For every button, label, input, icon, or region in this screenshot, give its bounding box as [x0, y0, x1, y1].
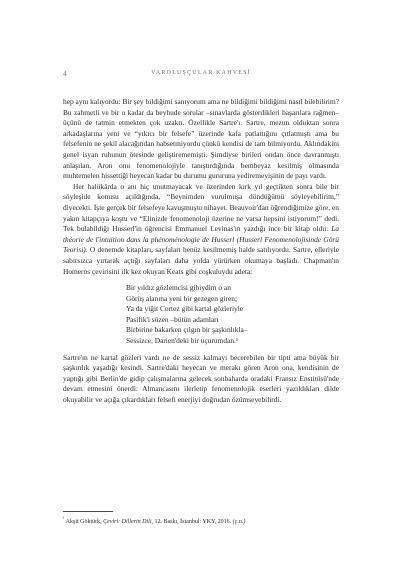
paragraph — [63, 182, 339, 277]
footnote-note: (ç.n.) — [232, 519, 246, 525]
poem-line: Ya da yiğit Cortez gibi kartal gözleriyle — [126, 304, 244, 314]
page-header — [63, 70, 339, 82]
paragraph: hep aynı kalıyordu: Bir şey bildiğimi sanıyorum ama ne bildiğimi bildiğimi nasıl bilebilirim? Bu zahmetli ve bir o kadar da beyhude sorular –sınavlarda gösterdikleri başarılara rağmen– üçünü de tatmin etmekten çok uzaktı. Özellikle Sartre'ı. Sartre, mezun olduktan sonra arkadaşlarına yeni ve “yıkıcı bir felsefe” üzerinde kafa patlattığını çıtlatmıştı ama bu felsefenin ne şekil alacağından habsetmiyordu çünkü kendisi de tam bilmiyordu. Aklındakini genel isyan ruhunun ötesinde geliştirememişti. Şimdiyse birileri ondan önce davranmıştı anlaşılan. Aron onu fenomenolojiyle tanıştırdığında bembeyaz kesilmiş olmasında muhtemelen hissettiği heyecan kadar bu durumu gururuna yediremeyişinin de payı vardı. — [63, 97, 339, 181]
page-body — [63, 97, 339, 406]
footnote — [63, 511, 339, 526]
poem-line: Pasifik'i süzen –bütün adamları — [126, 314, 219, 324]
poem-line: Birbirine bakarken çılgın bir şaşkınlıkla– — [126, 325, 248, 335]
footnote-text — [63, 516, 339, 526]
running-title: VAROLUŞÇULAR KAHVESİ — [151, 70, 251, 76]
paragraph: Sartre'ın ne kartal gözleri vardı ne de sessiz kalmayı becerebilen bir tipti ama büyük bir şaşkınlık yaşadığı kesindi. Sartre'daki heyecan ve merakı gören Aron ona, kendisinin de yaptığı gibi Berlin'de gidip çalışmalarına gelecek sonbaharda oradaki Fransız Enstitüsü'nde devam etmesini önerdi: Almancasını ilerletip fenomenolojik eserleri yazıldıkları dilde okuyabilir ve açığa çıkardıkları felsefi enerjiyi doğrudan özümseyebilirdi. — [63, 352, 339, 405]
footnote-author: Akşit Göktürk, — [65, 519, 104, 525]
paragraph-text-tail: . O denemde kitapları, sayfaları henüz kesilmemiş halde satılıyordu. Sartre, elleriyle sabırsızca yırtarak açtığı sayfaları daha yolda yürürken okumaya başladı. Chapman'ın Homeros çevirisini ilk kez okuyan Keats gibi coşkuluydu adeta: — [63, 245, 339, 276]
footnote-rule — [63, 511, 113, 512]
poem-line: Bir yıldız gözlemcisi gibiydim o an — [126, 283, 231, 293]
footnote-marker: ¹ — [63, 517, 65, 522]
page-number: 4 — [63, 70, 67, 78]
poem-line: Sessizce, Darien'deki bir uçurumdan.¹ — [126, 336, 239, 346]
footnote-publication: , 12. Baskı, İstanbul: YKY, 2016. — [151, 519, 233, 525]
paragraph-text: Her halükârda o anı hiç unutmayacak ve üzerinden kırk yıl geçtikten sonra bile bir söyleşide konusu açıldığında, “Beynimden vurulmuşa döndüğümü söyleyebilirim,” diyecekti. İşte gerçek bir felsefeye kavuşmuştu nihayet. Beauvoir'dan öğrendiğimize göre, en yakın kitapçıya koştu ve “Elinizde fenomenoloji üzerine ne varsa hepsini istiyorum!” dedi. Tek bulabildiği Husserl'in öğrencisi Emmanuel Levinas'ın yazdığı ince bir kitap oldu: — [63, 181, 339, 234]
book-title-italic: La théorie de l'intuition dans la phénoménologie de Husserl (Husserl Fenomenolojisinde Görü Teorisi) — [63, 224, 339, 255]
poem-line: Görüş alanına yeni bir gezegen giren; — [126, 293, 238, 303]
poem-quote — [126, 283, 339, 347]
footnote-book-title: Çeviri: Dillerin Dili — [103, 519, 152, 525]
